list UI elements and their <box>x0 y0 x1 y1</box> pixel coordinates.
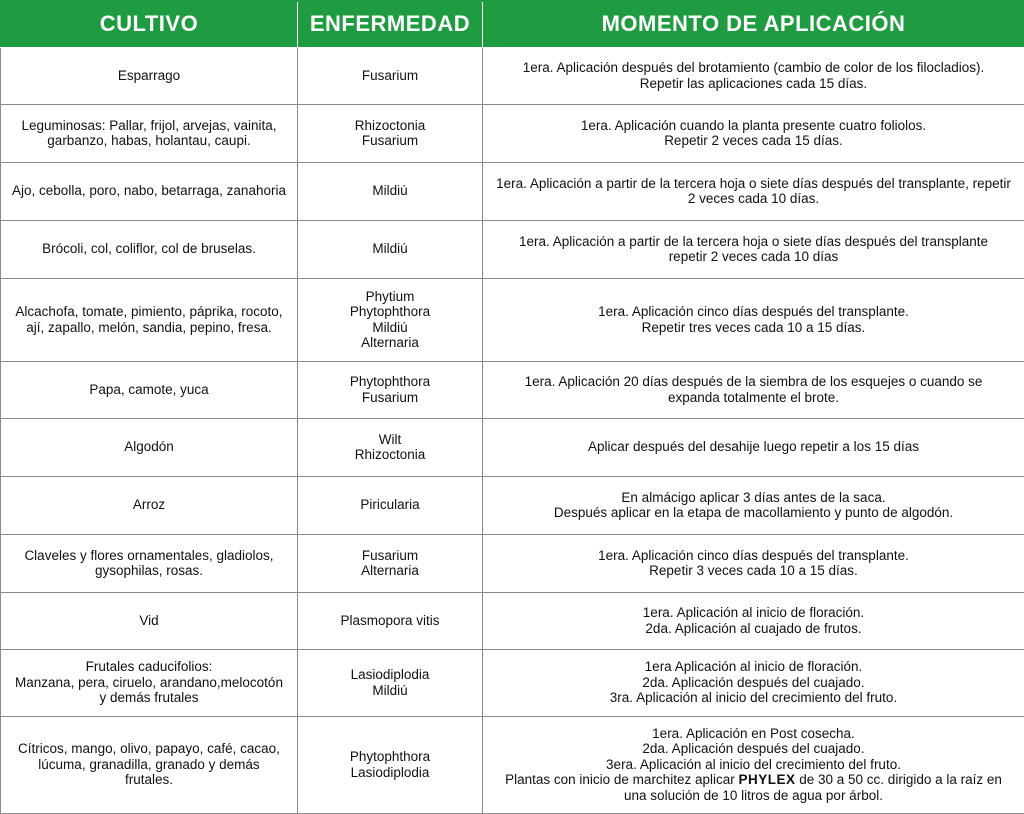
timing-cell <box>483 716 1024 813</box>
product-name: PHYLEX <box>738 772 795 787</box>
header-crop: CULTIVO <box>1 1 298 47</box>
disease-cell: Lasiodiplodia Mildiú <box>298 649 483 716</box>
disease-cell: Phytophthora Lasiodiplodia <box>298 716 483 813</box>
disease-cell: Wilt Rhizoctonia <box>298 418 483 476</box>
table-row <box>1 418 1024 476</box>
timing-text-before: 1era. Aplicación en Post cosecha. 2da. Aplicación después del cuajado. 3era. Aplicación al inicio del crecimiento del fruto. Plantas con inicio de marchitez aplicar <box>505 726 901 788</box>
crop-cell: Leguminosas: Pallar, frijol, arvejas, vainita, garbanzo, habas, holantau, caupi. <box>1 104 298 162</box>
table-row <box>1 476 1024 534</box>
timing-cell: En almácigo aplicar 3 días antes de la saca. Después aplicar en la etapa de macollamiento y punto de algodón. <box>483 476 1024 534</box>
crop-cell: Alcachofa, tomate, pimiento, páprika, rocoto, ají, zapallo, melón, sandia, pepino, fresa. <box>1 278 298 361</box>
disease-cell: Mildiú <box>298 162 483 220</box>
table-row <box>1 162 1024 220</box>
disease-cell: Phytophthora Fusarium <box>298 361 483 418</box>
timing-cell: 1era. Aplicación a partir de la tercera hoja o siete días después del transplante repetir 2 veces cada 10 días <box>483 220 1024 278</box>
timing-cell: 1era. Aplicación cuando la planta presente cuatro foliolos. Repetir 2 veces cada 15 días. <box>483 104 1024 162</box>
disease-cell: Fusarium Alternaria <box>298 534 483 592</box>
table-body <box>1 47 1024 813</box>
crop-cell: Brócoli, col, coliflor, col de bruselas. <box>1 220 298 278</box>
header-row <box>1 1 1024 47</box>
table-row <box>1 592 1024 649</box>
table-row <box>1 104 1024 162</box>
table-row <box>1 361 1024 418</box>
timing-cell: 1era Aplicación al inicio de floración. 2da. Aplicación después del cuajado. 3ra. Aplicación al inicio del crecimiento del fruto. <box>483 649 1024 716</box>
crop-cell: Frutales caducifolios: Manzana, pera, ciruelo, arandano,melocotón y demás frutales <box>1 649 298 716</box>
crop-cell: Vid <box>1 592 298 649</box>
timing-cell: 1era. Aplicación cinco días después del transplante. Repetir tres veces cada 10 a 15 días. <box>483 278 1024 361</box>
crop-cell: Algodón <box>1 418 298 476</box>
timing-cell: 1era. Aplicación al inicio de floración. 2da. Aplicación al cuajado de frutos. <box>483 592 1024 649</box>
table-header <box>1 1 1024 47</box>
timing-text-after: de 30 a 50 cc. dirigido a la raíz en una solución de 10 litros de agua por árbol. <box>624 772 1002 803</box>
disease-cell: Phytium Phytophthora Mildiú Alternaria <box>298 278 483 361</box>
header-timing: MOMENTO DE APLICACIÓN <box>483 1 1024 47</box>
timing-cell: 1era. Aplicación después del brotamiento (cambio de color de los filocladios). Repetir las aplicaciones cada 15 días. <box>483 47 1024 104</box>
table-row <box>1 278 1024 361</box>
crop-cell: Ajo, cebolla, poro, nabo, betarraga, zanahoria <box>1 162 298 220</box>
table-row <box>1 47 1024 104</box>
timing-cell: 1era. Aplicación cinco días después del transplante. Repetir 3 veces cada 10 a 15 días. <box>483 534 1024 592</box>
crop-cell: Claveles y flores ornamentales, gladiolos, gysophilas, rosas. <box>1 534 298 592</box>
disease-cell: Rhizoctonia Fusarium <box>298 104 483 162</box>
disease-cell: Fusarium <box>298 47 483 104</box>
crop-cell: Cítricos, mango, olivo, papayo, café, cacao, lúcuma, granadilla, granado y demás frutales. <box>1 716 298 813</box>
table-row <box>1 220 1024 278</box>
timing-cell: 1era. Aplicación 20 días después de la siembra de los esquejes o cuando se expanda totalmente el brote. <box>483 361 1024 418</box>
table-row <box>1 649 1024 716</box>
table-row <box>1 534 1024 592</box>
timing-cell: Aplicar después del desahije luego repetir a los 15 días <box>483 418 1024 476</box>
disease-cell: Piricularia <box>298 476 483 534</box>
table-row <box>1 716 1024 813</box>
disease-cell: Plasmopora vitis <box>298 592 483 649</box>
disease-cell: Mildiú <box>298 220 483 278</box>
crop-cell: Arroz <box>1 476 298 534</box>
crop-cell: Esparrago <box>1 47 298 104</box>
header-disease: ENFERMEDAD <box>298 1 483 47</box>
timing-cell: 1era. Aplicación a partir de la tercera hoja o siete días después del transplante, repetir 2 veces cada 10 días. <box>483 162 1024 220</box>
crop-cell: Papa, camote, yuca <box>1 361 298 418</box>
